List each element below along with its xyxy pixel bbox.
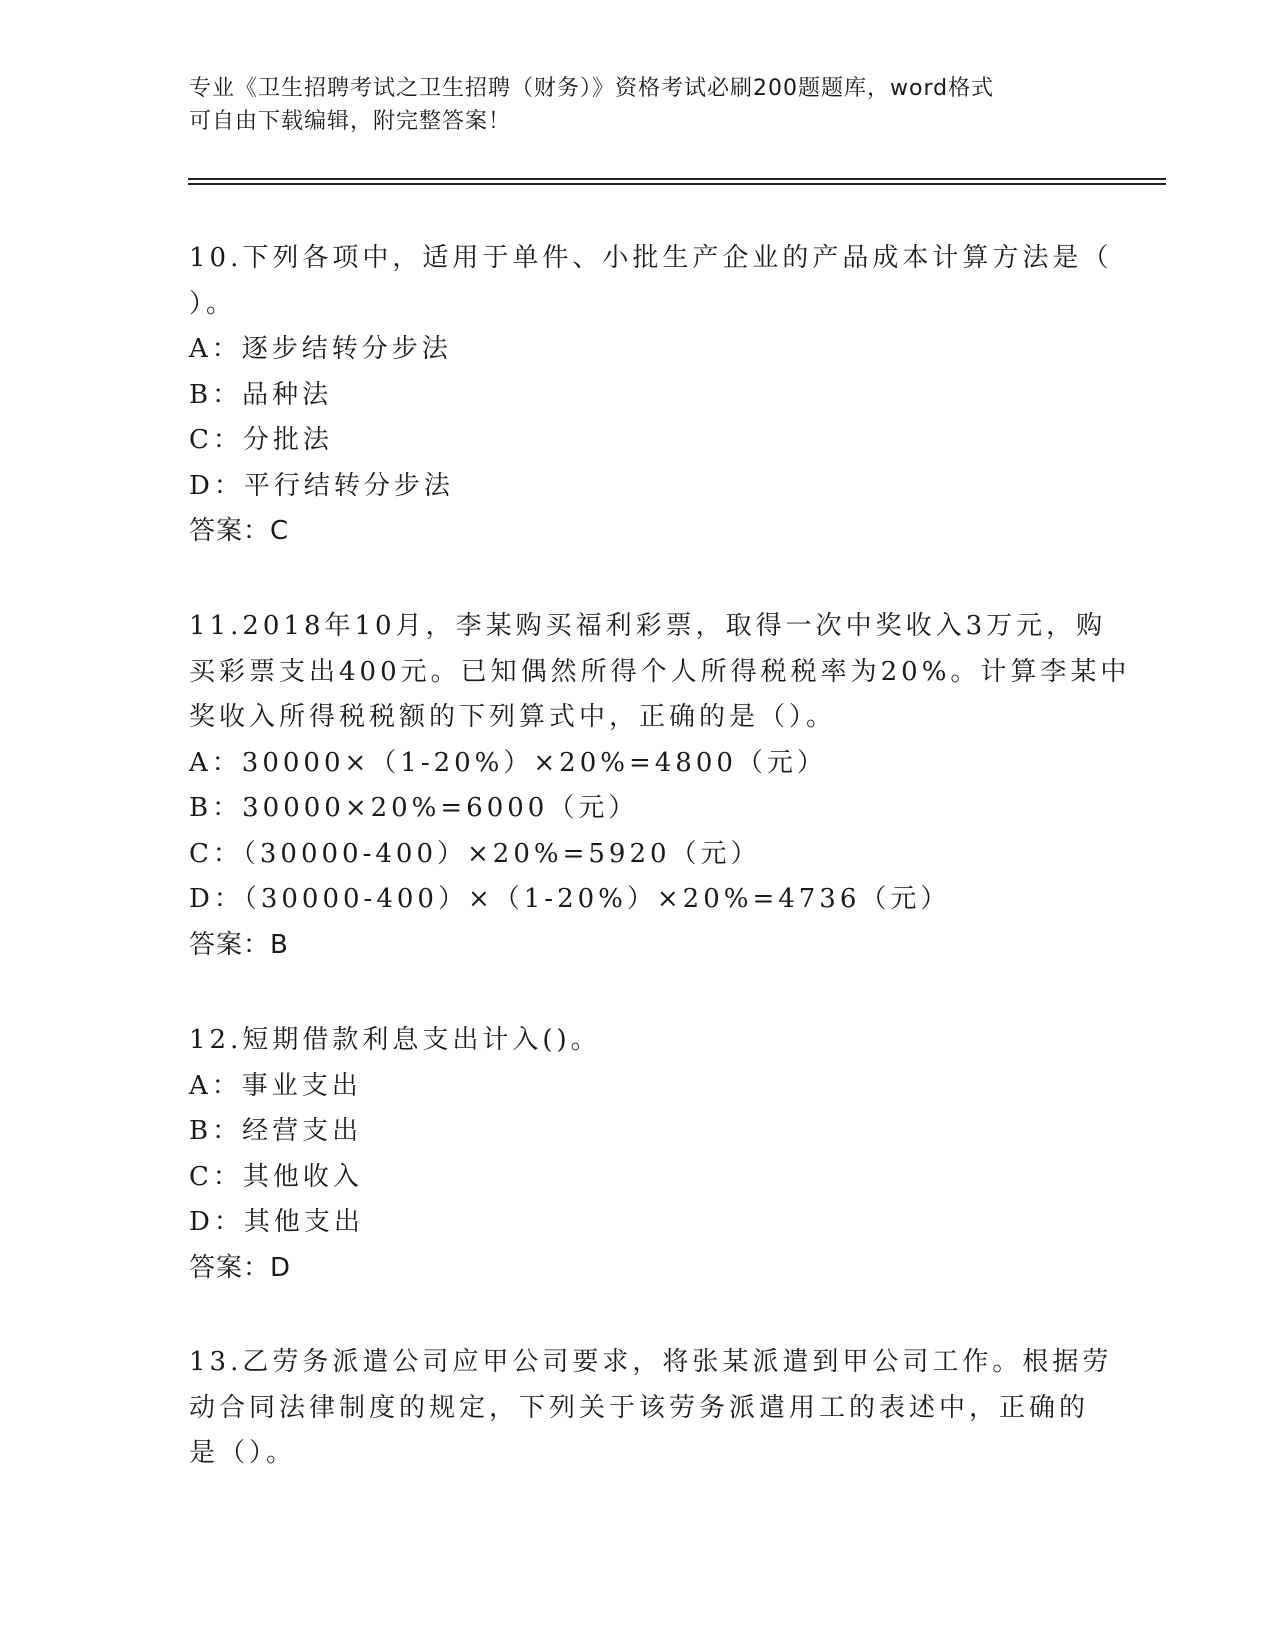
option-b: B：经营支出 [189, 1116, 363, 1146]
document-header [189, 72, 1089, 138]
question-text: 10.下列各项中，适用于单件、小批生产企业的产品成本计算方法是（ [189, 243, 1113, 273]
option-a: A：事业支出 [189, 1070, 362, 1101]
option-a: A：逐步结转分步法 [189, 334, 452, 364]
question-text: 是（）。 [189, 1438, 297, 1468]
option-d: D：（30000-400）×（1-20%）×20%=4736（元） [189, 884, 951, 914]
question-text: 11.2018年10月，李某购买福利彩票，取得一次中奖收入3万元，购 [189, 611, 1107, 641]
question-12 [189, 1018, 1089, 1291]
option-d: D：平行结转分步法 [189, 470, 454, 501]
option-d: D：其他支出 [189, 1207, 364, 1237]
header-divider-top [188, 178, 1166, 180]
option-c: C：其他收入 [189, 1161, 363, 1192]
question-text: 买彩票支出400元。已知偶然所得个人所得税税率为20%。计算李某中 [189, 656, 1131, 687]
question-11 [189, 604, 1131, 968]
question-text: 12.短期借款利息支出计入()。 [189, 1025, 601, 1055]
option-b: B：品种法 [189, 379, 333, 410]
question-text: 动合同法律制度的规定，下列关于该劳务派遣用工的表述中，正确的 [189, 1392, 1090, 1423]
answer: 答案：C [189, 516, 290, 546]
answer: 答案：D [189, 1252, 292, 1283]
question-text: 13.乙劳务派遣公司应甲公司要求，将张某派遣到甲公司工作。根据劳 [189, 1347, 1113, 1377]
answer: 答案：B [189, 929, 289, 960]
option-a: A：30000×（1-20%）×20%=4800（元） [189, 747, 827, 778]
header-line-2: 可自由下载编辑，附完整答案！ [189, 109, 512, 134]
question-10 [189, 236, 1113, 555]
option-c: C：分批法 [189, 425, 333, 455]
option-c: C：（30000-400）×20%=5920（元） [189, 838, 761, 869]
header-line-1: 专业《卫生招聘考试之卫生招聘（财务）》资格考试必刷200题题库，word格式 [189, 76, 995, 101]
option-b: B：30000×20%=6000（元） [189, 793, 639, 823]
question-13 [189, 1340, 1113, 1477]
question-text: 奖收入所得税税额的下列算式中，正确的是（）。 [189, 702, 837, 732]
header-divider-bottom [188, 183, 1166, 185]
question-text: ）。 [189, 288, 237, 319]
